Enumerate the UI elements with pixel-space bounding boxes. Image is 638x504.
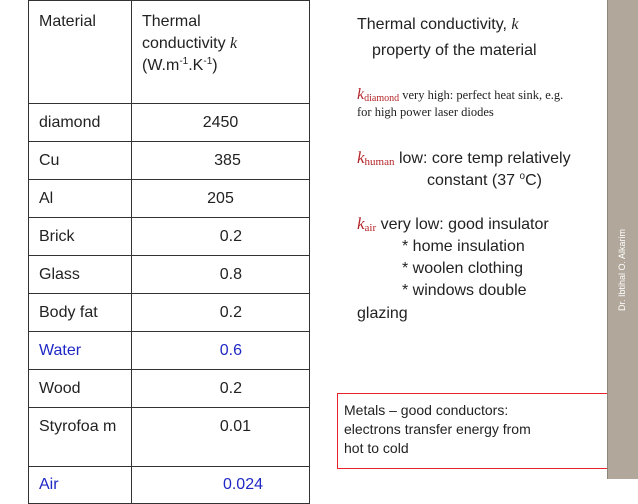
diamond-k-symbol: k	[357, 86, 365, 103]
table-row	[29, 467, 310, 504]
metals-line3: hot to cold	[344, 440, 409, 456]
table-row	[29, 294, 310, 332]
header-unit-exp2: -1	[203, 56, 213, 67]
table-row	[29, 408, 310, 467]
intro-text: Thermal conductivity,	[357, 16, 512, 33]
row-value: 0.01	[132, 408, 310, 467]
table-row	[29, 180, 310, 218]
human-line2	[427, 170, 542, 191]
diamond-subscript: diamond	[364, 93, 400, 104]
bullet-home-insulation: * home insulation	[402, 238, 525, 255]
row-value: 0.2	[132, 218, 310, 256]
row-value: 385	[132, 142, 310, 180]
human-text2a: constant (37	[427, 172, 520, 189]
metals-line2: electrons transfer energy from	[344, 421, 531, 437]
bullet-glazing: glazing	[357, 305, 408, 322]
row-material: diamond	[29, 104, 132, 142]
header-unit-suffix: )	[212, 57, 218, 74]
human-subscript: human	[364, 156, 395, 168]
human-degree: o	[519, 171, 526, 182]
row-value: 0.6	[132, 332, 310, 370]
air-k-symbol: k	[357, 214, 365, 233]
row-value: 2450	[132, 104, 310, 142]
header-unit-prefix: (W.m	[142, 57, 180, 74]
row-value: 0.8	[132, 256, 310, 294]
header-material	[29, 1, 132, 104]
table-row	[29, 332, 310, 370]
row-material: Styrofoa m	[29, 408, 132, 467]
air-line1	[357, 213, 549, 235]
row-value: 0.024	[132, 467, 310, 504]
header-line1: Thermal	[142, 13, 201, 30]
header-material-label: Material	[39, 13, 96, 30]
row-material: Water	[29, 332, 132, 370]
table-row	[29, 256, 310, 294]
row-value: 205	[132, 180, 310, 218]
bullet-woolen-clothing: * woolen clothing	[402, 260, 523, 277]
row-material: Air	[29, 467, 132, 504]
air-subscript: air	[364, 222, 377, 234]
air-text: very low: good insulator	[376, 216, 549, 233]
row-material: Glass	[29, 256, 132, 294]
row-value: 0.2	[132, 370, 310, 408]
table-row	[29, 104, 310, 142]
header-k-symbol: k	[230, 35, 238, 52]
human-k-symbol: k	[357, 148, 365, 167]
table-header-row	[29, 1, 310, 104]
table-row	[29, 370, 310, 408]
header-unit-exp1: -1	[179, 56, 189, 67]
human-line1	[357, 147, 571, 169]
header-unit-mid: .K	[188, 57, 204, 74]
row-value: 0.2	[132, 294, 310, 332]
intro-line1	[357, 14, 519, 35]
human-text2b: C)	[525, 172, 542, 189]
row-material: Body fat	[29, 294, 132, 332]
table-row	[29, 142, 310, 180]
diamond-text: very high: perfect heat sink, e.g.	[399, 88, 564, 102]
header-conductivity	[132, 1, 310, 104]
header-line2: conductivity	[142, 35, 226, 52]
row-material: Wood	[29, 370, 132, 408]
row-material: Al	[29, 180, 132, 218]
author-credit: Dr. Ibtihal O. Alkarim	[617, 228, 627, 312]
intro-k-symbol: k	[511, 16, 519, 33]
human-text: low: core temp relatively	[394, 150, 571, 167]
diamond-line2: for high power laser diodes	[357, 105, 494, 119]
intro-line2: property of the material	[372, 42, 537, 59]
row-material: Brick	[29, 218, 132, 256]
metals-line1: Metals – good conductors:	[344, 402, 509, 418]
bullet-windows-double: * windows double	[402, 282, 527, 299]
metals-note-box	[337, 393, 608, 469]
row-material: Cu	[29, 142, 132, 180]
diamond-line1	[357, 86, 563, 104]
table-row	[29, 218, 310, 256]
conductivity-table	[28, 0, 310, 504]
